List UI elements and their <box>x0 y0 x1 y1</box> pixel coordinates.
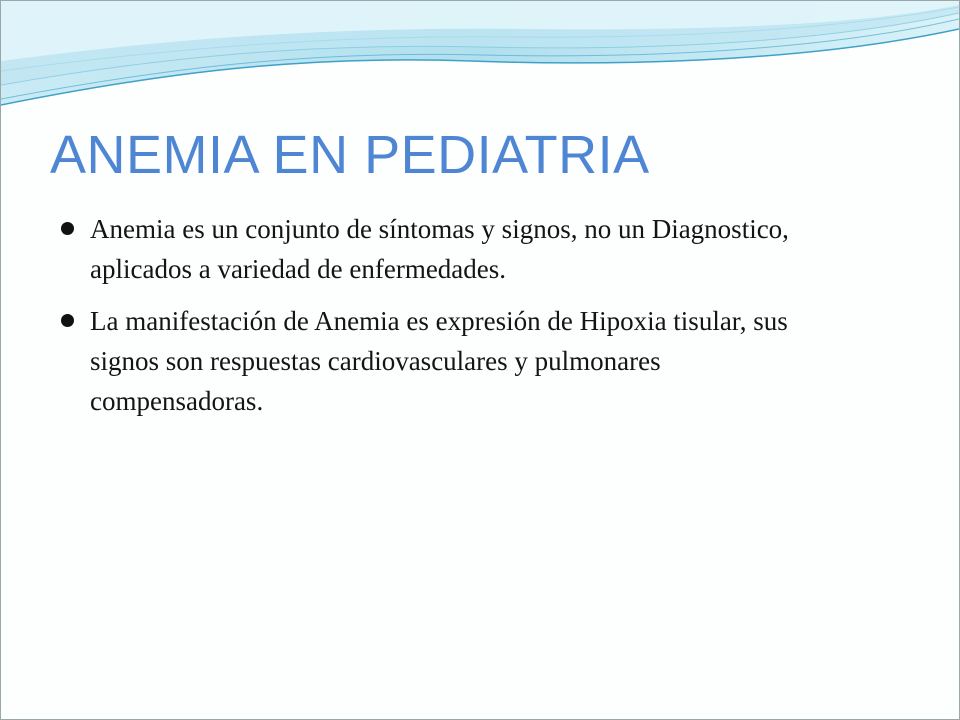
bullet-dot-icon <box>61 222 74 235</box>
bullet-item <box>59 301 829 421</box>
bullet-text: La manifestación de Anemia es expresión de Hipoxia tisular, sus signos son respuestas cardiovasculares y pulmonares compensadoras. <box>90 306 788 416</box>
bullet-dot-icon <box>61 314 74 327</box>
bullet-list <box>59 209 829 433</box>
bullet-item <box>59 209 829 289</box>
slide-title: ANEMIA EN PEDIATRIA <box>50 125 650 185</box>
bullet-text: Anemia es un conjunto de síntomas y signos, no un Diagnostico, aplicados a variedad de enfermedades. <box>90 214 789 284</box>
decorative-wave-banner <box>1 1 959 121</box>
